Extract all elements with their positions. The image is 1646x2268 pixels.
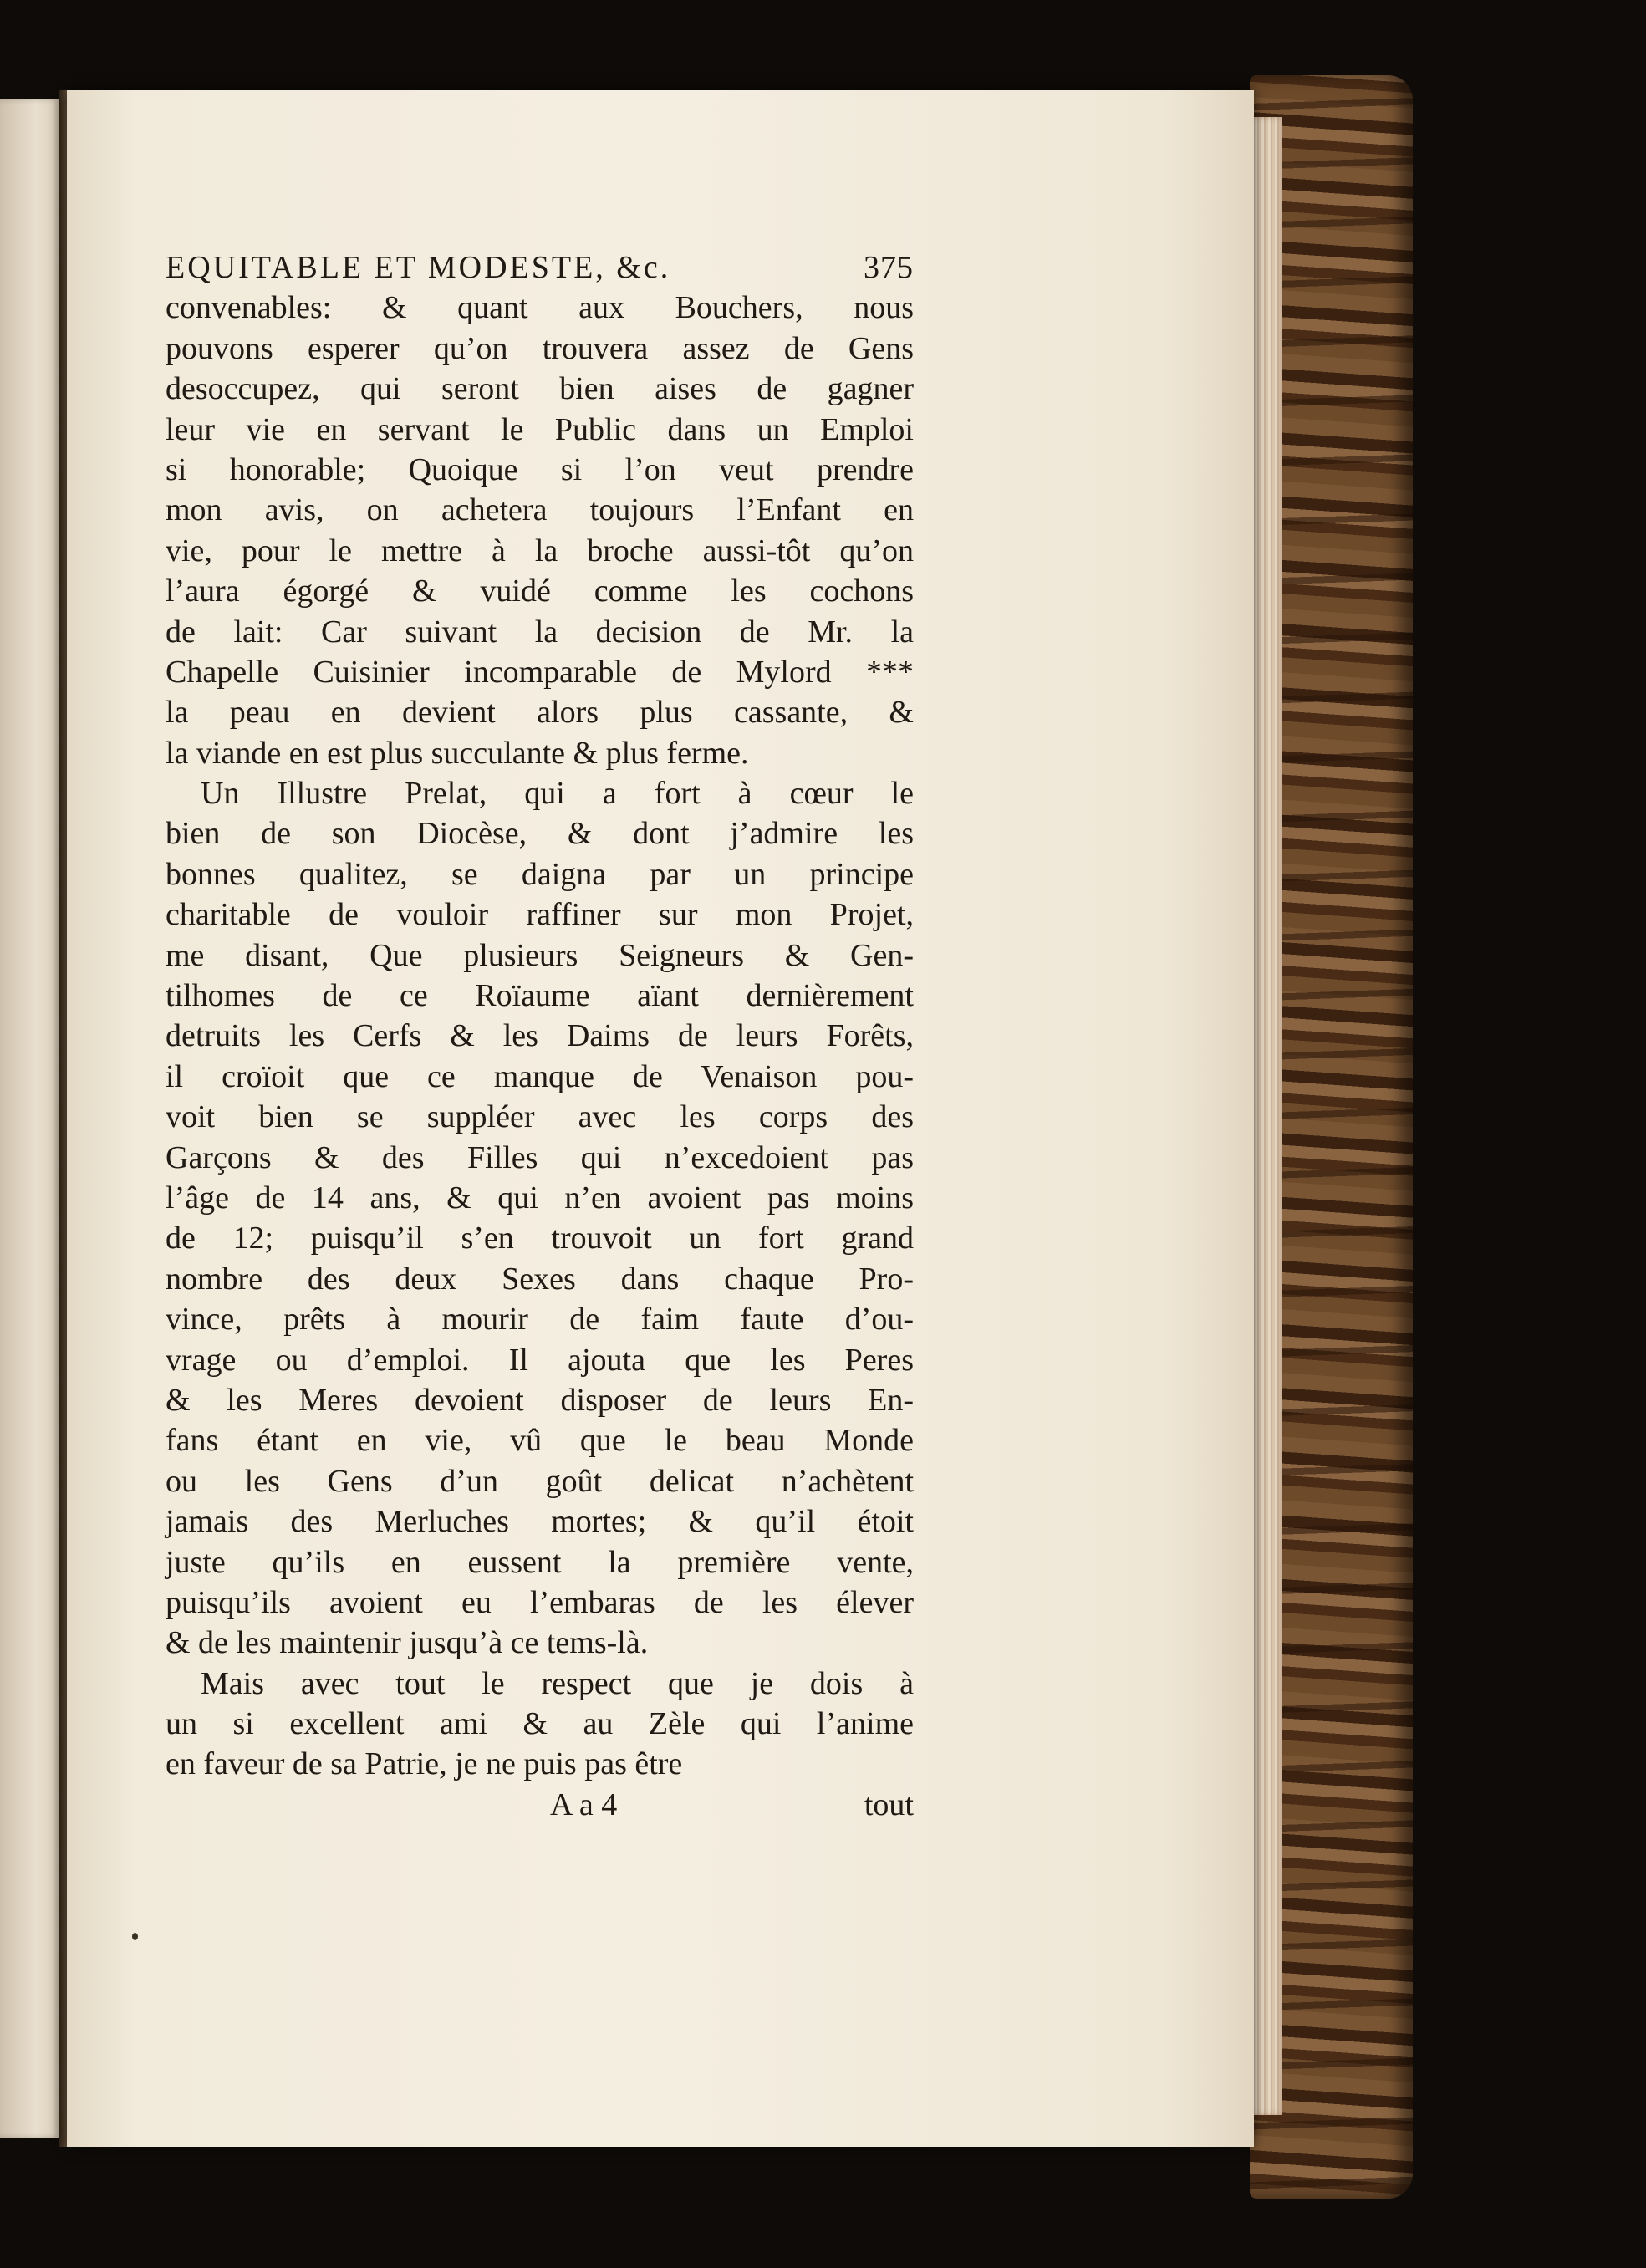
- text-line: detruits les Cerfs & les Daims de leurs Forêts,: [166, 1018, 914, 1054]
- text-line: & les Meres devoient disposer de leurs En-: [166, 1382, 914, 1418]
- text-line: la viande en est plus succulante & plus ferme.: [166, 735, 749, 771]
- text-line: Garçons & des Filles qui n’excedoient pas: [166, 1139, 914, 1175]
- text-line: & de les maintenir jusqu’à ce tems-là.: [166, 1625, 649, 1661]
- text-line: de 12; puisqu’il s’en trouvoit un fort grand: [166, 1221, 914, 1256]
- text-line: il croïoit que ce manque de Venaison pou-: [166, 1058, 914, 1094]
- text-line: convenables: & quant aux Bouchers, nous: [166, 290, 914, 326]
- text-line: fans étant en vie, vû que le beau Monde: [166, 1423, 914, 1459]
- footer-line: [166, 1785, 914, 1825]
- running-title: EQUITABLE ET MODESTE, &c.: [166, 250, 671, 285]
- text-line: pouvons esperer qu’on trouvera assez de Gens: [166, 330, 914, 366]
- catchword: tout: [864, 1786, 914, 1822]
- text-line: vince, prêts à mourir de faim faute d’ou-: [166, 1302, 914, 1338]
- text-line: la peau en devient alors plus cassante, &: [166, 695, 914, 731]
- text-line: vrage ou d’emploi. Il ajouta que les Peres: [166, 1342, 914, 1378]
- text-line: bien de son Diocèse, & dont j’admire les: [166, 816, 914, 852]
- text-line: si honorable; Quoique si l’on veut prendre: [166, 451, 914, 487]
- page-number: 375: [864, 250, 914, 285]
- text-line: Chapelle Cuisinier incomparable de Mylord ***: [166, 654, 914, 690]
- text-line: charitable de vouloir raffiner sur mon Projet,: [166, 897, 914, 933]
- signature-mark: A a 4: [550, 1786, 618, 1822]
- running-head: [166, 247, 914, 288]
- body-text: [166, 288, 914, 1784]
- ink-speck: [132, 1933, 138, 1940]
- text-line: tilhomes de ce Roïaume aïant dernièrement: [166, 978, 914, 1014]
- text-line: l’âge de 14 ans, & qui n’en avoient pas moins: [166, 1180, 914, 1216]
- text-line: voit bien se suppléer avec les corps des: [166, 1099, 914, 1135]
- text-line: un si excellent ami & au Zèle qui l’anime: [166, 1706, 914, 1742]
- text-line: leur vie en servant le Public dans un Emploi: [166, 411, 914, 447]
- facing-page-edge: [0, 99, 60, 2138]
- text-line: juste qu’ils en eussent la première vente,: [166, 1544, 914, 1580]
- text-line: de lait: Car suivant la decision de Mr. la: [166, 614, 914, 650]
- text-block: [166, 247, 914, 1825]
- text-line: en faveur de sa Patrie, je ne puis pas être: [166, 1746, 683, 1782]
- text-line: bonnes qualitez, se daigna par un principe: [166, 856, 914, 892]
- text-line: Un Illustre Prelat, qui a fort à cœur le: [201, 776, 914, 812]
- text-line: puisqu’ils avoient eu l’embaras de les élever: [166, 1584, 914, 1620]
- text-line: mon avis, on achetera toujours l’Enfant en: [166, 492, 914, 528]
- text-line: Mais avec tout le respect que je dois à: [201, 1665, 914, 1701]
- text-line: ou les Gens d’un goût delicat n’achètent: [166, 1463, 914, 1499]
- text-line: me disant, Que plusieurs Seigneurs & Gen-: [166, 937, 914, 973]
- text-line: nombre des deux Sexes dans chaque Pro-: [166, 1261, 914, 1297]
- text-line: vie, pour le mettre à la broche aussi-tôt qu’on: [166, 533, 914, 568]
- text-line: jamais des Merluches mortes; & qu’il étoit: [166, 1504, 914, 1540]
- text-line: l’aura égorgé & vuidé comme les cochons: [166, 573, 914, 609]
- text-line: desoccupez, qui seront bien aises de gagner: [166, 371, 914, 407]
